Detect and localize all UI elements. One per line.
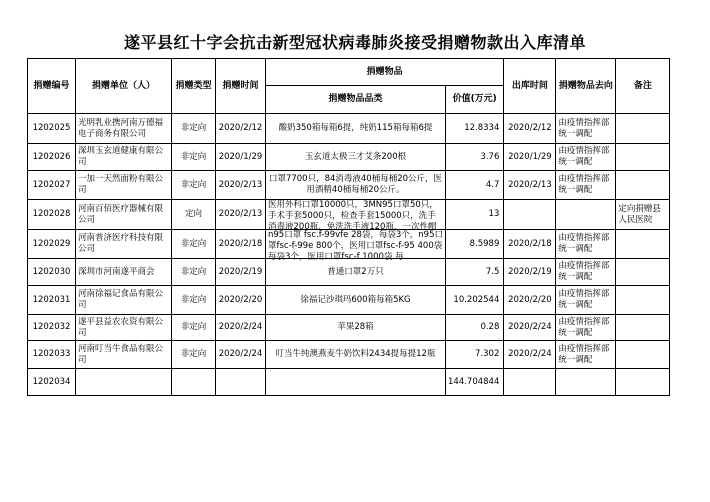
- row-category: [266, 230, 446, 262]
- table-row: [28, 114, 670, 144]
- row-category: 酸奶350箱每箱6提，纯奶115箱每箱6提: [266, 114, 446, 144]
- row-remarks: [616, 341, 670, 369]
- row-time: [216, 369, 266, 396]
- row-remarks: [616, 286, 670, 315]
- row-donor: 河南普济医疗科技有限公司: [76, 230, 172, 259]
- row-category: 徐福记沙琪玛600箱每箱5KG: [266, 286, 446, 315]
- header-time: 捐赠时间: [216, 59, 266, 114]
- row-id: 1202027: [28, 171, 76, 200]
- table-row: [28, 171, 670, 200]
- row-out-time: 2020/2/19: [504, 259, 556, 286]
- row-donor: 一加一天然面粉有限公司: [76, 171, 172, 200]
- row-donor: 河南徐福记食品有限公司: [76, 286, 172, 315]
- row-donor: 河南叮当牛食品有限公司: [76, 341, 172, 369]
- row-time: 2020/2/13: [216, 171, 266, 200]
- row-donor: 河南百佰医疗器械有限公司: [76, 200, 172, 230]
- row-donor: 遂平县益农农资有限公司: [76, 315, 172, 341]
- row-donor: 深圳市河南遂平商会: [76, 259, 172, 286]
- row-category-text: 医用外科口罩10000只，3MN95口罩50只，手术手套5000只，检查手套15000只，洗手消毒液200瓶，免洗洗手液120瓶，一次性帽: [268, 200, 438, 232]
- row-destination: 由疫情指挥部统一调配: [556, 341, 616, 369]
- row-type: 非定向: [172, 144, 216, 171]
- page-title: 遂平县红十字会抗击新型冠状病毒肺炎接受捐赠物款出入库清单: [123, 33, 586, 52]
- row-category: [266, 200, 446, 230]
- row-time: 2020/2/12: [216, 114, 266, 144]
- row-time: 2020/2/20: [216, 286, 266, 315]
- row-id: 1202033: [28, 341, 76, 369]
- row-category: 叮当牛纯澳燕麦牛奶饮料2434提每提12瓶: [266, 341, 446, 369]
- row-value: 10.202544: [446, 286, 504, 315]
- row-id: 1202030: [28, 259, 76, 286]
- row-remarks: 定向捐赠县人民医院: [616, 200, 670, 230]
- row-out-time: 2020/2/24: [504, 315, 556, 341]
- row-out-time: 2020/2/18: [504, 230, 556, 259]
- header-remarks: 备注: [616, 59, 670, 114]
- row-value: 8.5989: [446, 230, 504, 259]
- row-type: 定向: [172, 200, 216, 230]
- row-id: 1202031: [28, 286, 76, 315]
- row-destination: [556, 369, 616, 396]
- row-id: 1202025: [28, 114, 76, 144]
- row-destination: 由疫情指挥部统一调配: [556, 315, 616, 341]
- row-id: 1202028: [28, 200, 76, 230]
- row-remarks: [616, 114, 670, 144]
- row-out-time: [504, 369, 556, 396]
- row-remarks: [616, 369, 670, 396]
- row-out-time: 2020/2/20: [504, 286, 556, 315]
- row-category: 玉玄道太极三才艾条200根: [266, 144, 446, 171]
- header-goods: 捐赠物品: [266, 59, 504, 86]
- row-donor: [76, 369, 172, 396]
- row-category: 普通口罩2万只: [266, 259, 446, 286]
- table-row: [28, 286, 670, 315]
- row-type: 非定向: [172, 171, 216, 200]
- row-remarks: [616, 171, 670, 200]
- row-category: [266, 369, 446, 396]
- row-donor: 深圳玉玄道健康有限公司: [76, 144, 172, 171]
- row-out-time: 2020/2/24: [504, 341, 556, 369]
- row-donor: 光明乳业携河南万德福电子商务有限公司: [76, 114, 172, 144]
- row-type: 非定向: [172, 341, 216, 369]
- header-value: 价值(万元): [446, 86, 504, 114]
- row-time: 2020/1/29: [216, 144, 266, 171]
- row-value: 7.302: [446, 341, 504, 369]
- row-out-time: [504, 200, 556, 230]
- table-row: [28, 341, 670, 369]
- row-category-text: n95口罩 fsc.f-99vfe 28袋，每袋3个，n95口罩fsc-f-99e 800个，医用口罩fsc-f-95 400袋 每袋3个，医用口罩fsc-f 1000袋 每: [268, 230, 443, 262]
- row-type: 非定向: [172, 259, 216, 286]
- row-id: 1202034: [28, 369, 76, 396]
- row-type: 非定向: [172, 286, 216, 315]
- row-destination: 由疫情指挥部统一调配: [556, 114, 616, 144]
- row-destination: 由疫情指挥部统一调配: [556, 144, 616, 171]
- table-row: [28, 200, 670, 230]
- header-type: 捐赠类型: [172, 59, 216, 114]
- row-value: 4.7: [446, 171, 504, 200]
- row-value: 13: [446, 200, 504, 230]
- row-destination: [556, 200, 616, 230]
- row-out-time: 2020/2/12: [504, 114, 556, 144]
- row-category: 苹果28箱: [266, 315, 446, 341]
- row-id: 1202032: [28, 315, 76, 341]
- row-time: 2020/2/19: [216, 259, 266, 286]
- row-type: 非定向: [172, 315, 216, 341]
- row-value: 7.5: [446, 259, 504, 286]
- table-row: [28, 315, 670, 341]
- header-goods-category: 捐赠物品品类: [266, 86, 446, 114]
- row-remarks: [616, 230, 670, 259]
- row-destination: 由疫情指挥部统一调配: [556, 171, 616, 200]
- row-time: 2020/2/24: [216, 315, 266, 341]
- row-type: [172, 369, 216, 396]
- header-id: 捐赠编号: [28, 59, 76, 114]
- row-type: 非定向: [172, 114, 216, 144]
- row-destination: 由疫情指挥部统一调配: [556, 230, 616, 259]
- row-time: 2020/2/18: [216, 230, 266, 259]
- table-row: [28, 230, 670, 259]
- row-type: 非定向: [172, 230, 216, 259]
- row-remarks: [616, 144, 670, 171]
- row-out-time: 2020/1/29: [504, 144, 556, 171]
- row-time: 2020/2/13: [216, 200, 266, 230]
- row-remarks: [616, 259, 670, 286]
- row-time: 2020/2/24: [216, 341, 266, 369]
- row-value: 0.28: [446, 315, 504, 341]
- row-value: 144.704844: [446, 369, 504, 396]
- donation-table: [27, 58, 670, 396]
- row-value: 12.8334: [446, 114, 504, 144]
- table-row: [28, 144, 670, 171]
- row-category: 口罩7700只，84消毒液40桶每桶20公斤，医用酒精40桶每桶20公斤。: [266, 171, 446, 200]
- header-destination: 捐赠物品去向: [556, 59, 616, 114]
- row-id: 1202026: [28, 144, 76, 171]
- header-donor: 捐赠单位（人）: [76, 59, 172, 114]
- row-out-time: 2020/2/13: [504, 171, 556, 200]
- header-out-time: 出库时间: [504, 59, 556, 114]
- table-row: [28, 369, 670, 396]
- row-remarks: [616, 315, 670, 341]
- row-destination: 由疫情指挥部统一调配: [556, 286, 616, 315]
- row-destination: 由疫情指挥部统一调配: [556, 259, 616, 286]
- row-value: 3.76: [446, 144, 504, 171]
- row-id: 1202029: [28, 230, 76, 259]
